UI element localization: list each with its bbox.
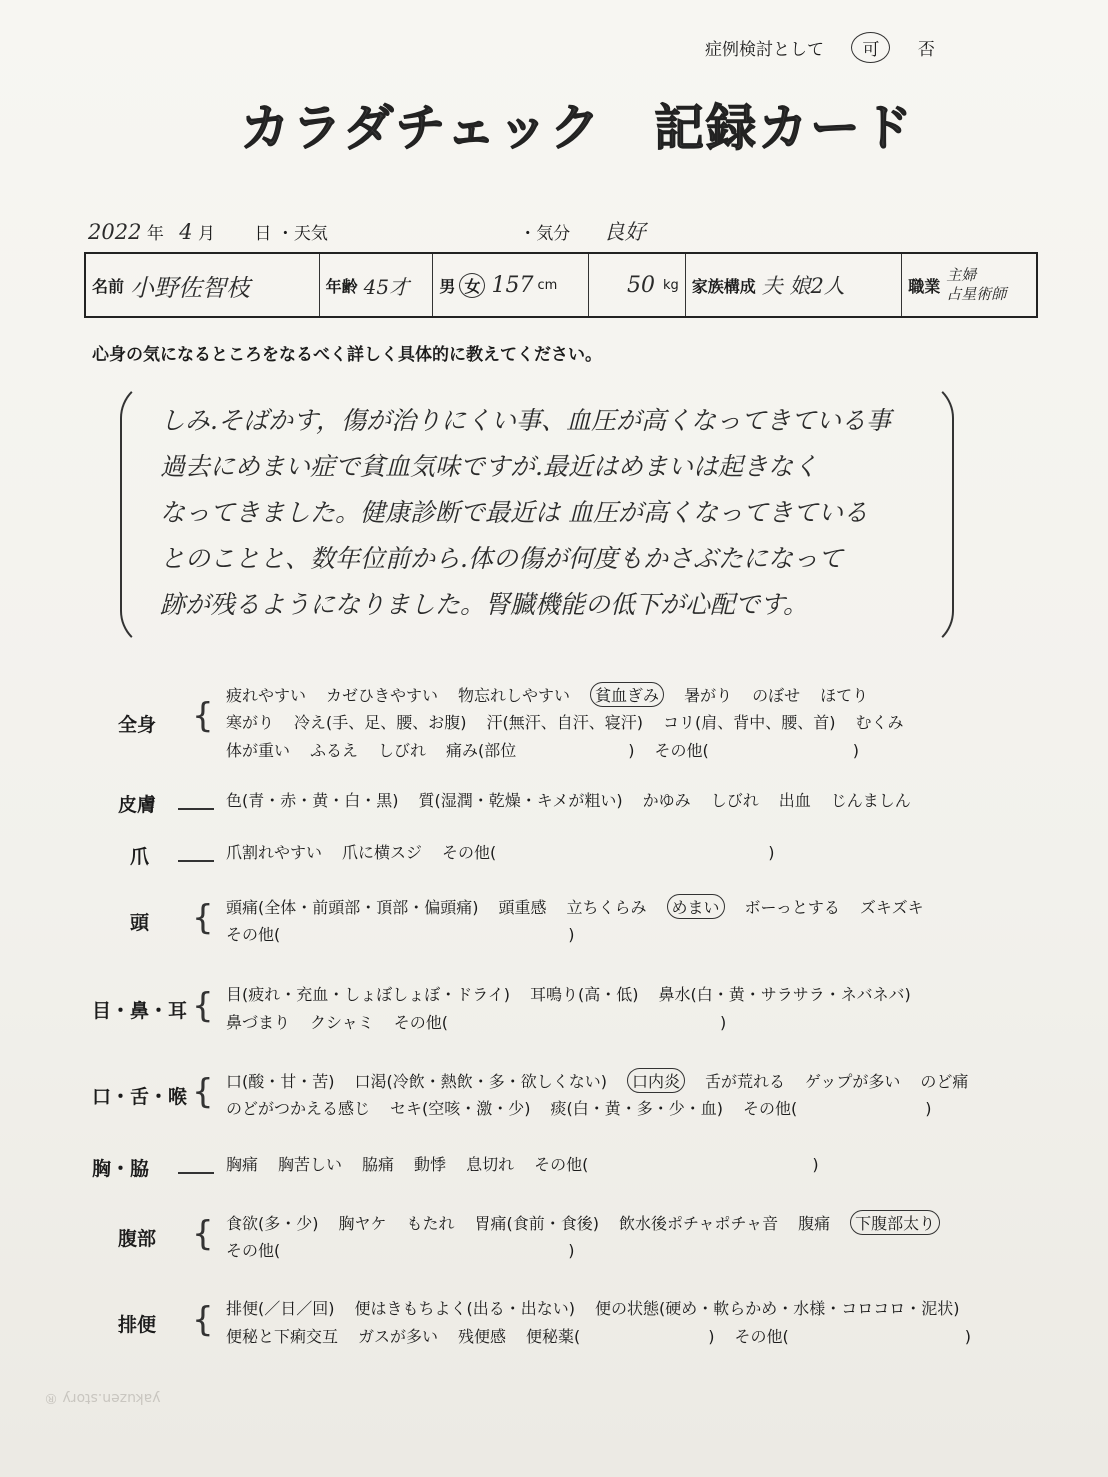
symptom-option: 爪割れやすい bbox=[226, 843, 323, 862]
approval-ok-circled: 可 bbox=[851, 32, 890, 63]
symptom-row bbox=[226, 788, 931, 811]
symptom-option: 痛み(部位 ) bbox=[446, 741, 635, 760]
section-label: 頭 bbox=[130, 912, 150, 934]
symptom-row bbox=[226, 982, 931, 1005]
symptom-option: 疲れやすい bbox=[226, 686, 307, 705]
section-brace: { bbox=[192, 898, 214, 938]
symptom-option: むくみ bbox=[855, 713, 904, 732]
symptom-option: 質(湿潤・乾燥・キメが粗い) bbox=[418, 791, 623, 810]
symptom-row bbox=[226, 682, 888, 707]
symptom-option: しびれ bbox=[710, 791, 759, 810]
watermark: yakuzen.story ® bbox=[44, 1390, 161, 1406]
symptom-option: 色(青・赤・黄・白・黒) bbox=[226, 791, 399, 810]
symptom-option: 鼻づまり bbox=[226, 1013, 291, 1032]
symptom-row bbox=[226, 710, 924, 733]
job-value bbox=[946, 266, 1016, 304]
symptom-option: 暑がり bbox=[684, 686, 733, 705]
section-label: 排便 bbox=[118, 1314, 157, 1336]
symptom-option: その他( ) bbox=[393, 1013, 727, 1032]
note-line: 過去にめまい症で貧血気味ですが.最近はめまいは起きなく bbox=[160, 452, 818, 481]
section-brace: { bbox=[192, 1300, 214, 1340]
symptom-option: 立ちくらみ bbox=[566, 898, 647, 917]
weight-unit: kg bbox=[662, 277, 679, 293]
symptom-option: その他( ) bbox=[442, 843, 775, 862]
symptom-option: 鼻水(白・黄・サラサラ・ネバネバ) bbox=[658, 985, 911, 1004]
year-unit: 年 bbox=[146, 224, 164, 244]
symptom-option: ゲップが多い bbox=[805, 1072, 901, 1091]
section-brace: { bbox=[192, 1214, 214, 1254]
symptom-option: 便秘と下痢交互 bbox=[226, 1327, 339, 1346]
weight-cell bbox=[589, 254, 686, 316]
section-label: 目・鼻・耳 bbox=[92, 1000, 188, 1022]
height-unit: cm bbox=[537, 277, 558, 293]
symptom-option: ほてり bbox=[820, 686, 869, 705]
symptom-option: 便の状態(硬め・軟らかめ・水様・コロコロ・泥状) bbox=[595, 1299, 960, 1318]
symptom-option: 胸痛 bbox=[226, 1155, 259, 1174]
symptom-option: じんましん bbox=[830, 791, 911, 810]
job-line1: 主婦 bbox=[946, 266, 977, 284]
symptom-row bbox=[226, 922, 595, 945]
section-label: 爪 bbox=[130, 846, 150, 868]
job-cell bbox=[902, 254, 1036, 316]
symptom-row bbox=[226, 1152, 839, 1175]
symptom-option: 胸ヤケ bbox=[338, 1214, 387, 1233]
symptom-option: 冷え(手、足、腰、お腹) bbox=[294, 713, 467, 732]
section-brace: { bbox=[192, 986, 214, 1026]
section-label: 胸・脇 bbox=[92, 1158, 150, 1180]
symptom-option: 寒がり bbox=[226, 713, 275, 732]
symptom-row bbox=[226, 1324, 991, 1347]
symptom-option: ボーっとする bbox=[744, 898, 840, 917]
symptom-option: その他( ) bbox=[734, 1327, 972, 1346]
symptom-option: のど痛 bbox=[920, 1072, 969, 1091]
section-dash bbox=[172, 1162, 220, 1181]
symptom-row bbox=[226, 1210, 960, 1235]
symptom-option: その他( ) bbox=[654, 741, 860, 760]
symptom-option: 頭痛(全体・前頭部・頂部・偏頭痛) bbox=[226, 898, 479, 917]
sex-male: 男 bbox=[439, 276, 456, 296]
symptom-option: その他( ) bbox=[534, 1155, 819, 1174]
page-title: カラダチェック 記録カード bbox=[240, 99, 914, 157]
symptom-option: しびれ bbox=[378, 741, 427, 760]
symptom-row bbox=[226, 894, 944, 919]
day-unit: 日 bbox=[254, 224, 272, 244]
section-dash bbox=[172, 850, 220, 869]
symptom-option: 貧血ぎみ bbox=[590, 682, 664, 707]
symptom-option: のどがつかえる感じ bbox=[226, 1099, 371, 1118]
symptom-option: 耳鳴り(高・低) bbox=[530, 985, 639, 1004]
section-dash bbox=[172, 798, 220, 817]
symptom-option: 動悸 bbox=[414, 1155, 447, 1174]
symptom-row bbox=[226, 1296, 980, 1319]
age-label: 年齢 bbox=[325, 276, 358, 296]
symptom-row bbox=[226, 738, 879, 761]
note-line: とのことと、数年位前から.体の傷が何度もかさぶたになって bbox=[160, 544, 843, 573]
section-label: 口・舌・喉 bbox=[92, 1086, 188, 1108]
job-label: 職業 bbox=[908, 276, 941, 296]
handwritten-notes bbox=[160, 398, 960, 628]
symptom-option: コリ(肩、背中、腰、首) bbox=[663, 713, 836, 732]
symptom-option: 排便(／日／回) bbox=[226, 1299, 335, 1318]
symptom-option: 目(疲れ・充血・しょぼしょぼ・ドライ) bbox=[226, 985, 511, 1004]
symptom-option: 脇痛 bbox=[362, 1155, 395, 1174]
symptom-option: ガスが多い bbox=[358, 1327, 439, 1346]
month-value: 4 bbox=[179, 220, 193, 244]
case-review-approval bbox=[705, 32, 957, 63]
age-value: 45才 bbox=[363, 274, 410, 299]
note-line: しみ.そばかす，傷が治りにくい事、血圧が高くなってきている事 bbox=[160, 406, 891, 435]
symptom-option: 便はきもちよく(出る・出ない) bbox=[354, 1299, 575, 1318]
approval-label: 症例検討として bbox=[705, 40, 824, 60]
weight-value: 50 bbox=[626, 272, 655, 298]
section-brace: { bbox=[192, 696, 214, 736]
sex-height-cell bbox=[433, 254, 589, 316]
symptom-option: 体が重い bbox=[226, 741, 291, 760]
symptom-option: 便秘薬( ) bbox=[526, 1327, 715, 1346]
profile-table bbox=[84, 252, 1038, 318]
approval-ng: 否 bbox=[917, 40, 935, 60]
weather-label: ・天気 bbox=[276, 224, 328, 244]
symptom-option: 物忘れしやすい bbox=[458, 686, 571, 705]
section-label: 皮膚 bbox=[118, 794, 157, 816]
sex-female-circled: 女 bbox=[459, 273, 485, 298]
symptom-option: のぼせ bbox=[752, 686, 801, 705]
symptom-row bbox=[226, 1238, 595, 1261]
symptom-option: 食欲(多・少) bbox=[226, 1214, 319, 1233]
family-cell bbox=[686, 254, 903, 316]
symptom-option: 口(酸・甘・苦) bbox=[226, 1072, 335, 1091]
symptom-option: かゆみ bbox=[642, 791, 691, 810]
month-unit: 月 bbox=[198, 224, 216, 244]
age-cell bbox=[320, 254, 434, 316]
symptom-option: 頭重感 bbox=[498, 898, 547, 917]
symptom-option: 下腹部太り bbox=[850, 1210, 940, 1235]
section-label: 全身 bbox=[118, 714, 157, 736]
date-line bbox=[88, 216, 646, 246]
symptom-option: 口内炎 bbox=[627, 1068, 685, 1093]
symptom-option: ふるえ bbox=[310, 741, 359, 760]
symptom-option: その他( ) bbox=[226, 1241, 575, 1260]
name-value: 小野佐智枝 bbox=[130, 273, 251, 302]
symptom-option: 舌が荒れる bbox=[705, 1072, 786, 1091]
name-cell bbox=[86, 254, 320, 316]
mood-label: ・気分 bbox=[519, 224, 571, 244]
mood-value: 良好 bbox=[603, 220, 646, 244]
job-line2: 占星術師 bbox=[946, 285, 1007, 303]
symptom-option: 汗(無汗、自汗、寝汗) bbox=[486, 713, 644, 732]
symptom-option: 飲水後ポチャポチャ音 bbox=[619, 1214, 779, 1233]
symptom-option: 痰(白・黄・多・少・血) bbox=[550, 1099, 724, 1118]
symptom-option: その他( ) bbox=[226, 925, 575, 944]
symptom-option: クシャミ bbox=[310, 1013, 374, 1032]
symptom-option: 腹痛 bbox=[798, 1214, 831, 1233]
symptom-option: もたれ bbox=[406, 1214, 455, 1233]
note-line: 跡が残るようになりました。腎臓機能の低下が心配です。 bbox=[160, 590, 809, 619]
name-label: 名前 bbox=[92, 276, 125, 296]
section-label: 腹部 bbox=[118, 1228, 157, 1250]
symptom-option: セキ(空咳・激・少) bbox=[390, 1099, 531, 1118]
symptom-row bbox=[226, 1096, 952, 1119]
height-value: 157 bbox=[491, 272, 534, 298]
symptom-option: 出血 bbox=[778, 791, 811, 810]
symptom-option: 息切れ bbox=[466, 1155, 515, 1174]
symptom-row bbox=[226, 840, 795, 863]
symptom-option: 胃痛(食前・食後) bbox=[474, 1214, 600, 1233]
symptom-row bbox=[226, 1010, 746, 1033]
symptom-option: 残便感 bbox=[458, 1327, 507, 1346]
symptom-option: 口渇(冷飲・熱飲・多・欲しくない) bbox=[354, 1072, 607, 1091]
symptom-option: 胸苦しい bbox=[278, 1155, 343, 1174]
symptom-option: めまい bbox=[667, 894, 725, 919]
symptom-row bbox=[226, 1068, 988, 1093]
year-value: 2022 bbox=[88, 220, 142, 244]
family-label: 家族構成 bbox=[691, 276, 756, 296]
free-text-prompt: 心身の気になるところをなるべく詳しく具体的に教えてください。 bbox=[92, 345, 602, 365]
section-brace: { bbox=[192, 1072, 214, 1112]
symptom-option: その他( ) bbox=[743, 1099, 932, 1118]
note-line: なってきました。健康診断で最近は 血圧が高くなってきている bbox=[160, 498, 868, 527]
symptom-option: ズキズキ bbox=[859, 898, 924, 917]
family-value: 夫 娘2人 bbox=[761, 274, 845, 298]
symptom-option: カゼひきやすい bbox=[326, 686, 439, 705]
symptom-option: 爪に横スジ bbox=[342, 843, 423, 862]
